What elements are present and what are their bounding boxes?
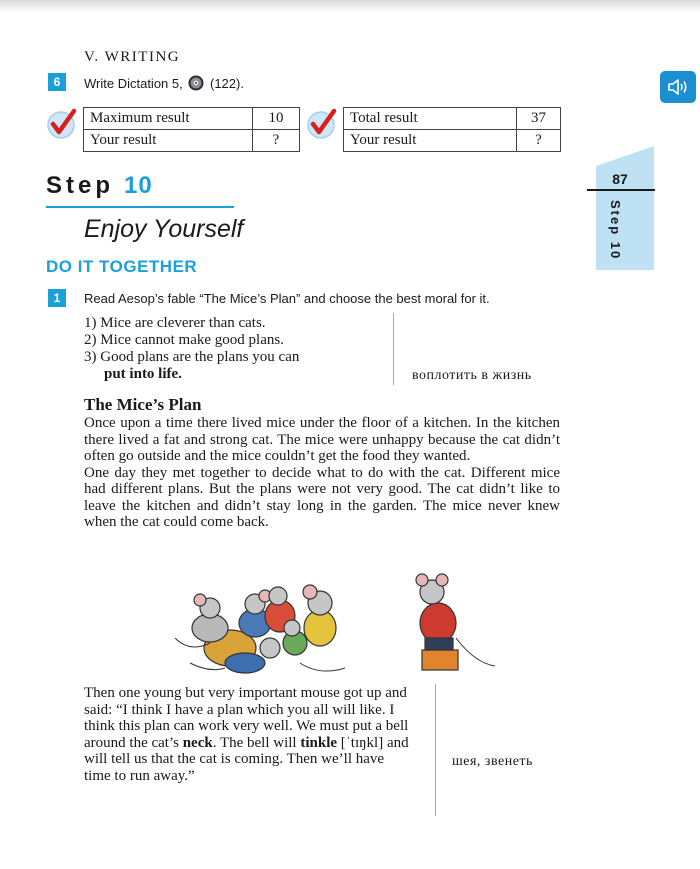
page-divider — [587, 189, 655, 191]
table-row — [84, 130, 300, 152]
story-paragraph: One day they met together to decide what to do with the cat. Different mice had different plans. But the plans were not very good. The cat didn’t like to leave the kitchen and didn’t stay long in the garden. The mice never knew when the cat could come back. — [84, 464, 560, 530]
top-shadow — [0, 0, 700, 12]
option-item[interactable]: 2) Mice cannot make good plans. — [84, 332, 284, 348]
score-table-maximum — [83, 107, 300, 152]
table-row — [344, 108, 561, 130]
table-row — [84, 108, 300, 130]
gloss-translation: шея, звенеть — [452, 754, 533, 769]
gloss-divider — [435, 684, 436, 816]
table-cell-value: ? — [253, 130, 300, 152]
score-table-total — [343, 107, 561, 152]
story-text-part: Then one young but very important mouse got up and said: “I think I have a plan which you all will like. I think this plan can work very well. We must put a bell around the cat’s — [84, 685, 409, 751]
story-text — [84, 415, 560, 531]
step-subtitle: Enjoy Yourself — [84, 215, 244, 243]
step-underline — [46, 206, 234, 208]
vocab-word-tinkle: tinkle — [300, 734, 338, 751]
step-number: 10 — [124, 172, 153, 199]
task-number-badge: 1 — [48, 289, 66, 307]
cd-audio-icon[interactable] — [188, 75, 204, 91]
side-step-text: Step 10 — [608, 200, 623, 261]
task-6-text — [84, 75, 244, 91]
checkmark-icon — [306, 108, 338, 140]
mice-and-cat-illustration — [170, 568, 500, 678]
task-number-badge: 6 — [48, 73, 66, 91]
table-cell-label: Your result — [344, 130, 517, 152]
speaker-icon — [667, 78, 689, 96]
table-cell-value: 10 — [253, 108, 300, 130]
task-6-instruction: Write Dictation 5, — [84, 76, 183, 91]
story-continuation — [84, 685, 410, 784]
story-text-part: [ˈtɪŋkl] and will tell us that the cat is coming. Then we’ll have time to run away.” — [84, 734, 409, 784]
table-cell-value: ? — [517, 130, 561, 152]
step-title — [46, 172, 153, 200]
section-heading: V. WRITING — [84, 49, 181, 65]
story-paragraph — [84, 685, 410, 784]
story-title: The Mice’s Plan — [84, 395, 202, 414]
gloss-divider — [393, 313, 394, 385]
table-row — [344, 130, 561, 152]
table-cell-label: Your result — [84, 130, 253, 152]
option-item[interactable]: 3) Good plans are the plans you can — [84, 349, 300, 365]
checkmark-icon — [46, 108, 78, 140]
table-cell-label: Maximum result — [84, 108, 253, 130]
task-6-page-ref: (122). — [210, 76, 244, 91]
option-item[interactable]: 1) Mice are cleverer than cats. — [84, 315, 266, 331]
vocab-word-neck: neck — [182, 734, 213, 751]
table-cell-label: Total result — [344, 108, 517, 130]
option-item-continuation: put into life. — [104, 366, 182, 382]
page-number: 87 — [612, 171, 628, 187]
task-1-instruction: Read Aesop’s fable “The Mice’s Plan” and choose the best moral for it. — [84, 291, 490, 306]
audio-button[interactable] — [660, 71, 696, 103]
story-paragraph: Once upon a time there lived mice under the floor of a kitchen. In the kitchen there lived a fat and strong cat. The mice were unhappy because the cat didn’t often go outside and the mice couldn’t get the food they wanted. — [84, 415, 560, 464]
table-cell-value: 37 — [517, 108, 561, 130]
step-word: Step — [46, 172, 115, 199]
side-step-label — [608, 200, 632, 270]
gloss-translation: воплотить в жизнь — [412, 368, 532, 383]
story-text-part: . The bell will — [212, 734, 301, 751]
answer-options — [84, 315, 299, 383]
do-it-together-heading: DO IT TOGETHER — [46, 257, 198, 276]
